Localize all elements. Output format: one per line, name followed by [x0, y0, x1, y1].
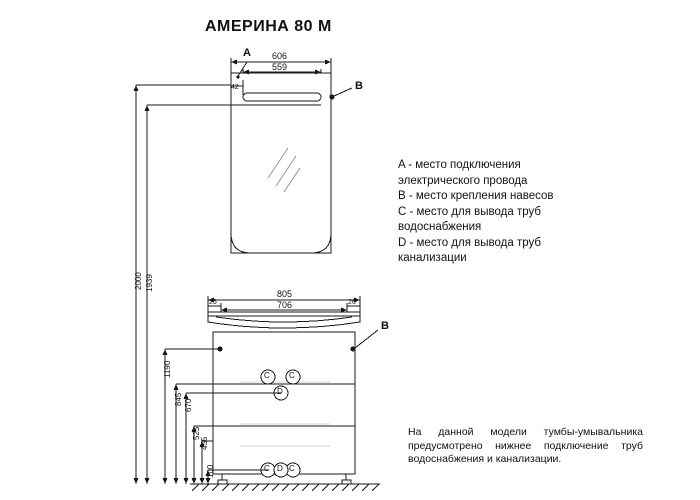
marker-c-base-left: C: [264, 464, 270, 473]
marker-d-cabinet: D: [277, 387, 283, 396]
marker-b-top: B: [355, 80, 363, 92]
dim-vertical-100: 100: [206, 464, 215, 478]
marker-c-base-right: C: [289, 464, 295, 473]
legend-line-2: электрического провода: [398, 174, 528, 187]
legend-line-7: канализации: [398, 252, 467, 264]
dim-vertical-1939: 1939: [145, 274, 154, 292]
marker-c-left: C: [264, 371, 270, 380]
dim-mirror-outer: 606: [272, 51, 288, 61]
legend-line-3: B - место крепления навесов: [398, 190, 554, 202]
dim-cabinet-side-right: 26: [348, 299, 356, 306]
dim-vertical-670: 670: [184, 398, 193, 412]
dim-vertical-1190: 1190: [163, 360, 172, 378]
dim-cabinet-inner: 706: [277, 300, 293, 310]
dim-mirror-inner: 559: [272, 62, 288, 72]
dim-mirror-small: 42: [231, 84, 239, 91]
legend-line-6: D - место для вывода труб: [398, 236, 541, 249]
legend-line-1: A - место подключения: [398, 159, 521, 171]
legend-line-5: водоснабжения: [398, 221, 482, 233]
dim-vertical-845: 845: [174, 392, 183, 406]
dim-cabinet-side-left: 26: [209, 299, 217, 306]
installation-note: На данной модели тумбы-умывальника предусмотрено нижнее подключение труб водоснабжения и канализации.: [408, 426, 643, 465]
dim-vertical-525: 525: [192, 426, 201, 440]
legend-line-4: C - место для вывода труб: [398, 205, 541, 218]
legend: [398, 158, 628, 267]
marker-b-bottom: B: [381, 320, 389, 332]
dim-vertical-2000: 2000: [134, 272, 143, 290]
marker-c-right: C: [289, 371, 295, 380]
marker-d-base: D: [277, 464, 283, 473]
page-title: АМЕРИНА 80 М: [205, 18, 332, 35]
dim-cabinet-outer: 805: [277, 289, 293, 299]
dim-vertical-455: 455: [200, 436, 209, 450]
marker-a-top: A: [243, 47, 251, 59]
